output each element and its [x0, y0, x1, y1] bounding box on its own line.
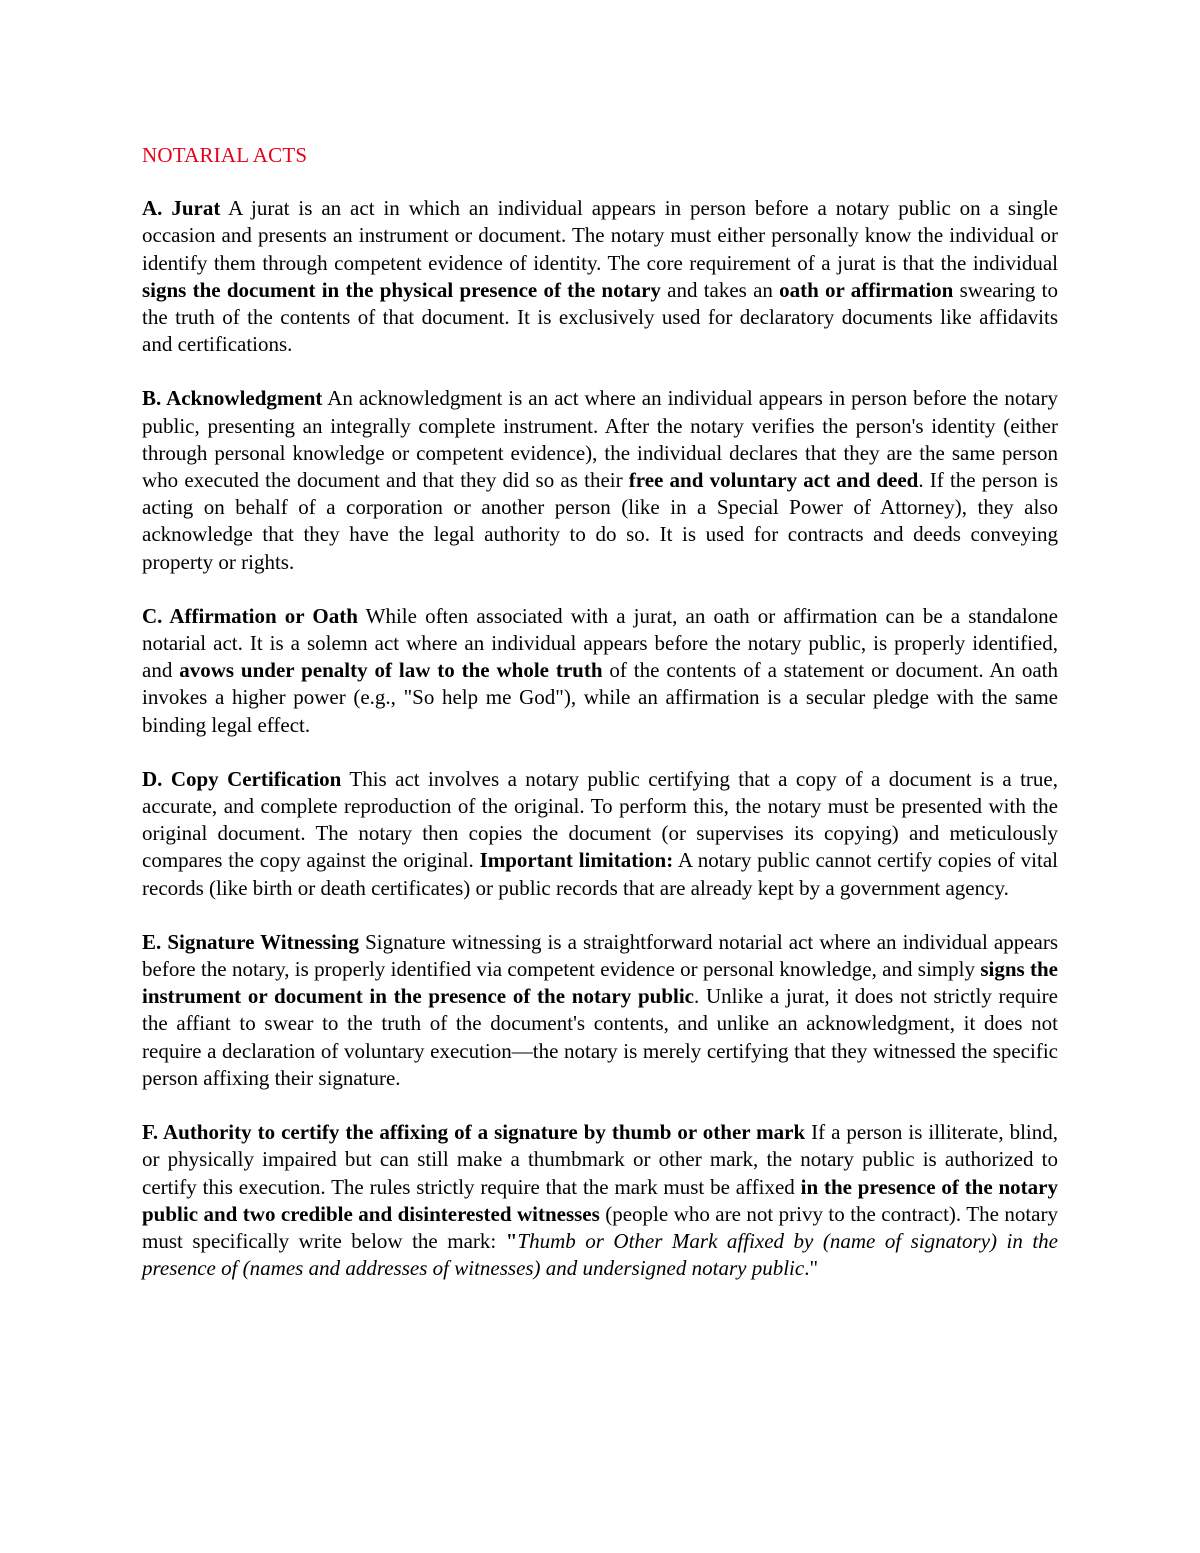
body-text: This act involves a notary public certifying that a copy of a document is a true, accurate, and complete reproduction of the original. To perform this, the notary must be presented with the original document. The notary then copies the document (or supervises its copying) and meticulously compares the copy against the original. [142, 766, 1058, 873]
bold-text: oath or affirmation [779, 277, 954, 302]
section-heading: A. Jurat [142, 196, 221, 221]
body-text: Signature witnessing is a straightforward notarial act where an individual appears before the notary, is properly identified via competent evidence or personal knowledge, and simply [142, 929, 1059, 982]
section-paragraph [142, 1119, 1058, 1282]
page-title: NOTARIAL ACTS [142, 143, 308, 167]
section-paragraph [142, 385, 1058, 575]
body-text: swearing to the truth of the contents of that document. It is exclusively used for declaratory documents like affidavits and certifications. [142, 277, 1058, 357]
italic-text: Thumb or Other Mark affixed by (name of signatory) in the presence of (names and addresses of witnesses) and undersigned notary public [142, 1228, 1058, 1281]
bold-text: signs the document in the physical presence of the notary [142, 277, 661, 302]
bold-text: in the presence of the notary public and two credible and disinterested witnesses [142, 1174, 1058, 1226]
body-text: and takes an [660, 277, 780, 302]
section-heading: C. Affirmation or Oath [142, 603, 358, 628]
bold-text: avows under penalty of law to the whole truth [179, 658, 603, 683]
section-heading: F. Authority to certify the affixing of a signature by thumb or other mark [142, 1120, 806, 1145]
body-text: If a person is illiterate, blind, or physically impaired but can still make a thumbmark or other mark, the notary public is authorized to certify this execution. The rules strictly require that the mark must be affixed [142, 1120, 1058, 1199]
section-paragraph [142, 929, 1058, 1092]
body-text: While often associated with a jurat, an oath or affirmation can be a standalone notarial act. It is a solemn act where an individual appears before the notary public, is properly identified, and [142, 603, 1059, 683]
section-heading: E. Signature Witnessing [142, 929, 359, 954]
bold-text: Important limitation: [479, 848, 674, 873]
bold-text: signs the instrument or document in the presence of the notary public [142, 957, 1058, 1009]
document-page [142, 142, 1058, 1309]
section-heading: B. Acknowledgment [142, 386, 323, 411]
body-text: . Unlike a jurat, it does not strictly require the affiant to swear to the truth of the document's contents, and unlike an acknowledgment, it does not require a declaration of voluntary execution—the notary is merely certifying that they witnessed the specific person affixing their signature. [142, 984, 1059, 1090]
body-text: (people who are not privy to the contract). The notary must specifically write below the mark: [142, 1201, 1058, 1253]
section-paragraph [142, 195, 1058, 358]
body-text: . If the person is acting on behalf of a corporation or another person (like in a Special Power of Attorney), they also acknowledge that they have the legal authority to do so. It is used for contracts and deeds conveying property or rights. [142, 468, 1058, 574]
body-text: A jurat is an act in which an individual appears in person before a notary public on a single occasion and presents an instrument or document. The notary must either personally know the individual or identify them through competent evidence of identity. The core requirement of a jurat is that the individual [142, 196, 1058, 275]
body-text: of the contents of a statement or document. An oath invokes a higher power (e.g., "So help me God"), while an affirmation is a secular pledge with the same binding legal effect. [142, 658, 1058, 737]
bold-text: free and voluntary act and deed [628, 468, 919, 493]
body-text: An acknowledgment is an act where an individual appears in person before the notary public, presenting an integrally complete instrument. After the notary verifies the person's identity (either through personal knowledge or competent evidence), the individual declares that they are the same person who executed the document and that they did so as their [142, 386, 1058, 493]
section-paragraph [142, 766, 1058, 902]
section-heading: D. Copy Certification [142, 766, 342, 791]
section-paragraph [142, 603, 1058, 739]
body-text: ." [804, 1256, 819, 1281]
sections-container [142, 195, 1058, 1282]
bold-text: " [505, 1228, 518, 1253]
body-text: A notary public cannot certify copies of vital records (like birth or death certificates) or public records that are already kept by a government agency. [142, 848, 1058, 900]
